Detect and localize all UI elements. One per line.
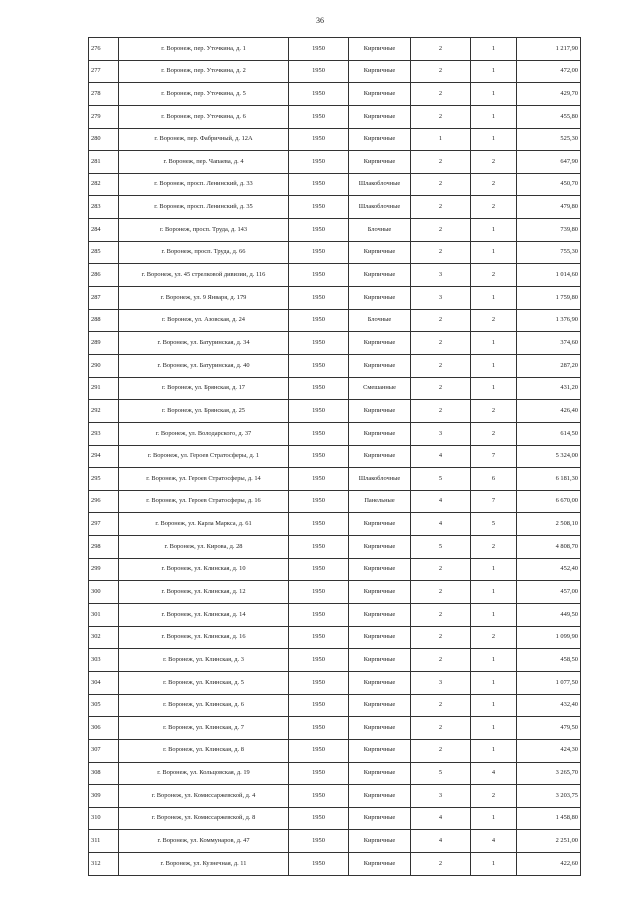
wall-material-cell: Кирпичные	[349, 400, 411, 423]
row-number: 310	[89, 807, 119, 830]
year-cell: 1950	[289, 649, 349, 672]
entrances-cell: 7	[471, 445, 517, 468]
row-number: 309	[89, 785, 119, 808]
row-number: 301	[89, 604, 119, 627]
row-number: 312	[89, 853, 119, 876]
area-cell: 426,40	[517, 400, 581, 423]
year-cell: 1950	[289, 739, 349, 762]
table-row	[89, 241, 581, 264]
floors-cell: 2	[411, 38, 471, 61]
address-cell: г. Воронеж, ул. Клинская, д. 10	[119, 558, 289, 581]
area-cell: 3 203,75	[517, 785, 581, 808]
address-cell: г. Воронеж, пер. Чапаева, д. 4	[119, 151, 289, 174]
area-cell: 479,80	[517, 196, 581, 219]
row-number: 297	[89, 513, 119, 536]
table-row	[89, 513, 581, 536]
table-row	[89, 332, 581, 355]
floors-cell: 2	[411, 332, 471, 355]
floors-cell: 2	[411, 739, 471, 762]
wall-material-cell: Кирпичные	[349, 332, 411, 355]
floors-cell: 2	[411, 694, 471, 717]
table-row	[89, 60, 581, 83]
entrances-cell: 1	[471, 649, 517, 672]
floors-cell: 2	[411, 581, 471, 604]
table-row	[89, 354, 581, 377]
year-cell: 1950	[289, 422, 349, 445]
entrances-cell: 1	[471, 60, 517, 83]
floors-cell: 2	[411, 173, 471, 196]
table-row	[89, 196, 581, 219]
address-cell: г. Воронеж, ул. 45 стрелковой дивизии, д. 116	[119, 264, 289, 287]
year-cell: 1950	[289, 151, 349, 174]
table-row	[89, 626, 581, 649]
row-number: 308	[89, 762, 119, 785]
floors-cell: 3	[411, 422, 471, 445]
floors-cell: 1	[411, 128, 471, 151]
address-cell: г. Воронеж, ул. Комиссаржевской, д. 8	[119, 807, 289, 830]
floors-cell: 2	[411, 377, 471, 400]
entrances-cell: 2	[471, 422, 517, 445]
year-cell: 1950	[289, 60, 349, 83]
entrances-cell: 2	[471, 151, 517, 174]
year-cell: 1950	[289, 332, 349, 355]
table-row	[89, 649, 581, 672]
year-cell: 1950	[289, 807, 349, 830]
wall-material-cell: Кирпичные	[349, 717, 411, 740]
row-number: 299	[89, 558, 119, 581]
table-row	[89, 287, 581, 310]
table-row	[89, 128, 581, 151]
entrances-cell: 2	[471, 264, 517, 287]
entrances-cell: 1	[471, 694, 517, 717]
wall-material-cell: Кирпичные	[349, 694, 411, 717]
floors-cell: 2	[411, 83, 471, 106]
address-cell: г. Воронеж, пер. Уточкина, д. 6	[119, 105, 289, 128]
year-cell: 1950	[289, 354, 349, 377]
wall-material-cell: Кирпичные	[349, 536, 411, 559]
table-row	[89, 309, 581, 332]
entrances-cell: 1	[471, 739, 517, 762]
table-row	[89, 105, 581, 128]
row-number: 284	[89, 219, 119, 242]
address-cell: г. Воронеж, пер. Фабричный, д. 12А	[119, 128, 289, 151]
year-cell: 1950	[289, 853, 349, 876]
wall-material-cell: Кирпичные	[349, 604, 411, 627]
floors-cell: 3	[411, 671, 471, 694]
entrances-cell: 1	[471, 241, 517, 264]
entrances-cell: 1	[471, 219, 517, 242]
wall-material-cell: Кирпичные	[349, 128, 411, 151]
area-cell: 287,20	[517, 354, 581, 377]
area-cell: 5 324,00	[517, 445, 581, 468]
row-number: 288	[89, 309, 119, 332]
floors-cell: 2	[411, 853, 471, 876]
row-number: 277	[89, 60, 119, 83]
year-cell: 1950	[289, 536, 349, 559]
table-row	[89, 807, 581, 830]
address-cell: г. Воронеж, пер. Уточкина, д. 5	[119, 83, 289, 106]
table-row	[89, 694, 581, 717]
wall-material-cell: Шлакоблочные	[349, 196, 411, 219]
row-number: 287	[89, 287, 119, 310]
address-cell: г. Воронеж, ул. Клинская, д. 3	[119, 649, 289, 672]
table-row	[89, 739, 581, 762]
area-cell: 432,40	[517, 694, 581, 717]
address-cell: г. Воронеж, ул. Героев Стратосферы, д. 14	[119, 468, 289, 491]
entrances-cell: 1	[471, 671, 517, 694]
entrances-cell: 1	[471, 128, 517, 151]
entrances-cell: 2	[471, 626, 517, 649]
year-cell: 1950	[289, 83, 349, 106]
area-cell: 1 099,90	[517, 626, 581, 649]
wall-material-cell: Кирпичные	[349, 151, 411, 174]
entrances-cell: 1	[471, 105, 517, 128]
area-cell: 374,60	[517, 332, 581, 355]
row-number: 280	[89, 128, 119, 151]
row-number: 311	[89, 830, 119, 853]
year-cell: 1950	[289, 626, 349, 649]
table-row	[89, 490, 581, 513]
year-cell: 1950	[289, 581, 349, 604]
address-cell: г. Воронеж, просп. Труда, д. 66	[119, 241, 289, 264]
entrances-cell: 2	[471, 196, 517, 219]
row-number: 298	[89, 536, 119, 559]
floors-cell: 2	[411, 241, 471, 264]
entrances-cell: 1	[471, 604, 517, 627]
area-cell: 614,50	[517, 422, 581, 445]
entrances-cell: 1	[471, 287, 517, 310]
wall-material-cell: Шлакоблочные	[349, 468, 411, 491]
area-cell: 2 508,10	[517, 513, 581, 536]
table-body	[89, 38, 581, 876]
address-cell: г. Воронеж, ул. Героев Стратосферы, д. 1	[119, 445, 289, 468]
row-number: 291	[89, 377, 119, 400]
row-number: 302	[89, 626, 119, 649]
address-cell: г. Воронеж, пер. Уточкина, д. 2	[119, 60, 289, 83]
entrances-cell: 2	[471, 309, 517, 332]
table-row	[89, 422, 581, 445]
floors-cell: 3	[411, 287, 471, 310]
row-number: 283	[89, 196, 119, 219]
year-cell: 1950	[289, 445, 349, 468]
address-cell: г. Воронеж, ул. Героев Стратосферы, д. 16	[119, 490, 289, 513]
year-cell: 1950	[289, 173, 349, 196]
address-cell: г. Воронеж, ул. Клинская, д. 5	[119, 671, 289, 694]
table-row	[89, 219, 581, 242]
wall-material-cell: Кирпичные	[349, 785, 411, 808]
floors-cell: 4	[411, 490, 471, 513]
area-cell: 3 265,70	[517, 762, 581, 785]
row-number: 289	[89, 332, 119, 355]
address-cell: г. Воронеж, ул. Клинская, д. 6	[119, 694, 289, 717]
area-cell: 422,60	[517, 853, 581, 876]
address-cell: г. Воронеж, пер. Уточкина, д. 1	[119, 38, 289, 61]
floors-cell: 4	[411, 445, 471, 468]
row-number: 296	[89, 490, 119, 513]
row-number: 286	[89, 264, 119, 287]
wall-material-cell: Кирпичные	[349, 60, 411, 83]
entrances-cell: 1	[471, 354, 517, 377]
year-cell: 1950	[289, 717, 349, 740]
row-number: 295	[89, 468, 119, 491]
wall-material-cell: Кирпичные	[349, 762, 411, 785]
year-cell: 1950	[289, 219, 349, 242]
area-cell: 452,40	[517, 558, 581, 581]
year-cell: 1950	[289, 558, 349, 581]
table-row	[89, 717, 581, 740]
table-row	[89, 400, 581, 423]
area-cell: 450,70	[517, 173, 581, 196]
wall-material-cell: Кирпичные	[349, 739, 411, 762]
address-cell: г. Воронеж, просп. Ленинский, д. 33	[119, 173, 289, 196]
area-cell: 424,30	[517, 739, 581, 762]
year-cell: 1950	[289, 400, 349, 423]
area-cell: 525,30	[517, 128, 581, 151]
area-cell: 6 670,00	[517, 490, 581, 513]
entrances-cell: 5	[471, 513, 517, 536]
year-cell: 1950	[289, 830, 349, 853]
area-cell: 647,90	[517, 151, 581, 174]
entrances-cell: 1	[471, 377, 517, 400]
wall-material-cell: Шлакоблочные	[349, 173, 411, 196]
area-cell: 1 077,50	[517, 671, 581, 694]
row-number: 292	[89, 400, 119, 423]
wall-material-cell: Блочные	[349, 309, 411, 332]
row-number: 304	[89, 671, 119, 694]
table-row	[89, 264, 581, 287]
row-number: 306	[89, 717, 119, 740]
table-row	[89, 83, 581, 106]
address-cell: г. Воронеж, ул. Батуринская, д. 40	[119, 354, 289, 377]
floors-cell: 3	[411, 785, 471, 808]
entrances-cell: 1	[471, 807, 517, 830]
area-cell: 6 181,30	[517, 468, 581, 491]
wall-material-cell: Кирпичные	[349, 287, 411, 310]
year-cell: 1950	[289, 762, 349, 785]
entrances-cell: 6	[471, 468, 517, 491]
entrances-cell: 1	[471, 558, 517, 581]
row-number: 303	[89, 649, 119, 672]
entrances-cell: 1	[471, 332, 517, 355]
area-cell: 431,20	[517, 377, 581, 400]
area-cell: 2 251,00	[517, 830, 581, 853]
table-row	[89, 604, 581, 627]
wall-material-cell: Кирпичные	[349, 83, 411, 106]
area-cell: 1 217,90	[517, 38, 581, 61]
year-cell: 1950	[289, 377, 349, 400]
floors-cell: 5	[411, 468, 471, 491]
table-row	[89, 536, 581, 559]
address-cell: г. Воронеж, ул. Коммунаров, д. 47	[119, 830, 289, 853]
area-cell: 739,80	[517, 219, 581, 242]
address-cell: г. Воронеж, ул. 9 Января, д. 179	[119, 287, 289, 310]
wall-material-cell: Кирпичные	[349, 241, 411, 264]
wall-material-cell: Смешанные	[349, 377, 411, 400]
year-cell: 1950	[289, 490, 349, 513]
area-cell: 455,80	[517, 105, 581, 128]
year-cell: 1950	[289, 196, 349, 219]
address-cell: г. Воронеж, ул. Клинская, д. 16	[119, 626, 289, 649]
floors-cell: 2	[411, 354, 471, 377]
housing-registry-table	[88, 37, 581, 876]
table-row	[89, 853, 581, 876]
year-cell: 1950	[289, 105, 349, 128]
table-row	[89, 785, 581, 808]
floors-cell: 5	[411, 762, 471, 785]
year-cell: 1950	[289, 309, 349, 332]
floors-cell: 2	[411, 219, 471, 242]
table-row	[89, 762, 581, 785]
table-row	[89, 377, 581, 400]
floors-cell: 5	[411, 536, 471, 559]
year-cell: 1950	[289, 785, 349, 808]
row-number: 281	[89, 151, 119, 174]
table-row	[89, 38, 581, 61]
floors-cell: 2	[411, 626, 471, 649]
wall-material-cell: Кирпичные	[349, 626, 411, 649]
floors-cell: 2	[411, 604, 471, 627]
wall-material-cell: Кирпичные	[349, 38, 411, 61]
area-cell: 472,00	[517, 60, 581, 83]
wall-material-cell: Кирпичные	[349, 853, 411, 876]
area-cell: 4 808,70	[517, 536, 581, 559]
address-cell: г. Воронеж, ул. Клинская, д. 7	[119, 717, 289, 740]
year-cell: 1950	[289, 287, 349, 310]
row-number: 300	[89, 581, 119, 604]
wall-material-cell: Кирпичные	[349, 513, 411, 536]
floors-cell: 4	[411, 807, 471, 830]
wall-material-cell: Кирпичные	[349, 354, 411, 377]
wall-material-cell: Кирпичные	[349, 807, 411, 830]
area-cell: 1 376,90	[517, 309, 581, 332]
floors-cell: 2	[411, 60, 471, 83]
entrances-cell: 1	[471, 717, 517, 740]
address-cell: г. Воронеж, ул. Клинская, д. 14	[119, 604, 289, 627]
area-cell: 755,30	[517, 241, 581, 264]
address-cell: г. Воронеж, ул. Комиссаржевской, д. 4	[119, 785, 289, 808]
row-number: 276	[89, 38, 119, 61]
year-cell: 1950	[289, 264, 349, 287]
floors-cell: 2	[411, 196, 471, 219]
area-cell: 1 014,60	[517, 264, 581, 287]
area-cell: 1 759,80	[517, 287, 581, 310]
year-cell: 1950	[289, 468, 349, 491]
table-row	[89, 581, 581, 604]
wall-material-cell: Кирпичные	[349, 671, 411, 694]
entrances-cell: 1	[471, 83, 517, 106]
address-cell: г. Воронеж, ул. Карла Маркса, д. 61	[119, 513, 289, 536]
address-cell: г. Воронеж, просп. Ленинский, д. 35	[119, 196, 289, 219]
entrances-cell: 4	[471, 762, 517, 785]
area-cell: 1 458,80	[517, 807, 581, 830]
wall-material-cell: Блочные	[349, 219, 411, 242]
row-number: 294	[89, 445, 119, 468]
row-number: 279	[89, 105, 119, 128]
address-cell: г. Воронеж, ул. Володарского, д. 37	[119, 422, 289, 445]
floors-cell: 2	[411, 649, 471, 672]
entrances-cell: 2	[471, 173, 517, 196]
table-row	[89, 173, 581, 196]
address-cell: г. Воронеж, ул. Клинская, д. 12	[119, 581, 289, 604]
year-cell: 1950	[289, 38, 349, 61]
address-cell: г. Воронеж, ул. Брянская, д. 17	[119, 377, 289, 400]
row-number: 293	[89, 422, 119, 445]
wall-material-cell: Кирпичные	[349, 445, 411, 468]
address-cell: г. Воронеж, просп. Труда, д. 143	[119, 219, 289, 242]
area-cell: 449,50	[517, 604, 581, 627]
floors-cell: 2	[411, 151, 471, 174]
row-number: 305	[89, 694, 119, 717]
area-cell: 458,50	[517, 649, 581, 672]
table-row	[89, 445, 581, 468]
floors-cell: 2	[411, 558, 471, 581]
entrances-cell: 1	[471, 581, 517, 604]
wall-material-cell: Кирпичные	[349, 558, 411, 581]
table-row	[89, 151, 581, 174]
floors-cell: 4	[411, 830, 471, 853]
floors-cell: 2	[411, 400, 471, 423]
wall-material-cell: Панельные	[349, 490, 411, 513]
table-row	[89, 558, 581, 581]
year-cell: 1950	[289, 241, 349, 264]
wall-material-cell: Кирпичные	[349, 422, 411, 445]
wall-material-cell: Кирпичные	[349, 581, 411, 604]
floors-cell: 4	[411, 513, 471, 536]
address-cell: г. Воронеж, ул. Кузнечная, д. 11	[119, 853, 289, 876]
row-number: 285	[89, 241, 119, 264]
area-cell: 479,50	[517, 717, 581, 740]
wall-material-cell: Кирпичные	[349, 264, 411, 287]
address-cell: г. Воронеж, ул. Клинская, д. 8	[119, 739, 289, 762]
address-cell: г. Воронеж, ул. Батуринская, д. 34	[119, 332, 289, 355]
address-cell: г. Воронеж, ул. Кирова, д. 28	[119, 536, 289, 559]
entrances-cell: 7	[471, 490, 517, 513]
address-cell: г. Воронеж, ул. Кольцовская, д. 19	[119, 762, 289, 785]
year-cell: 1950	[289, 694, 349, 717]
table-row	[89, 830, 581, 853]
entrances-cell: 2	[471, 785, 517, 808]
row-number: 278	[89, 83, 119, 106]
floors-cell: 2	[411, 105, 471, 128]
wall-material-cell: Кирпичные	[349, 830, 411, 853]
row-number: 290	[89, 354, 119, 377]
page-number: 36	[316, 16, 324, 25]
floors-cell: 2	[411, 309, 471, 332]
year-cell: 1950	[289, 128, 349, 151]
table-row	[89, 671, 581, 694]
entrances-cell: 1	[471, 853, 517, 876]
year-cell: 1950	[289, 671, 349, 694]
floors-cell: 2	[411, 717, 471, 740]
area-cell: 429,70	[517, 83, 581, 106]
entrances-cell: 4	[471, 830, 517, 853]
table-row	[89, 468, 581, 491]
entrances-cell: 2	[471, 536, 517, 559]
row-number: 282	[89, 173, 119, 196]
address-cell: г. Воронеж, ул. Азовская, д. 24	[119, 309, 289, 332]
wall-material-cell: Кирпичные	[349, 649, 411, 672]
address-cell: г. Воронеж, ул. Брянская, д. 25	[119, 400, 289, 423]
wall-material-cell: Кирпичные	[349, 105, 411, 128]
year-cell: 1950	[289, 604, 349, 627]
entrances-cell: 1	[471, 38, 517, 61]
floors-cell: 3	[411, 264, 471, 287]
row-number: 307	[89, 739, 119, 762]
year-cell: 1950	[289, 513, 349, 536]
entrances-cell: 2	[471, 400, 517, 423]
area-cell: 457,00	[517, 581, 581, 604]
